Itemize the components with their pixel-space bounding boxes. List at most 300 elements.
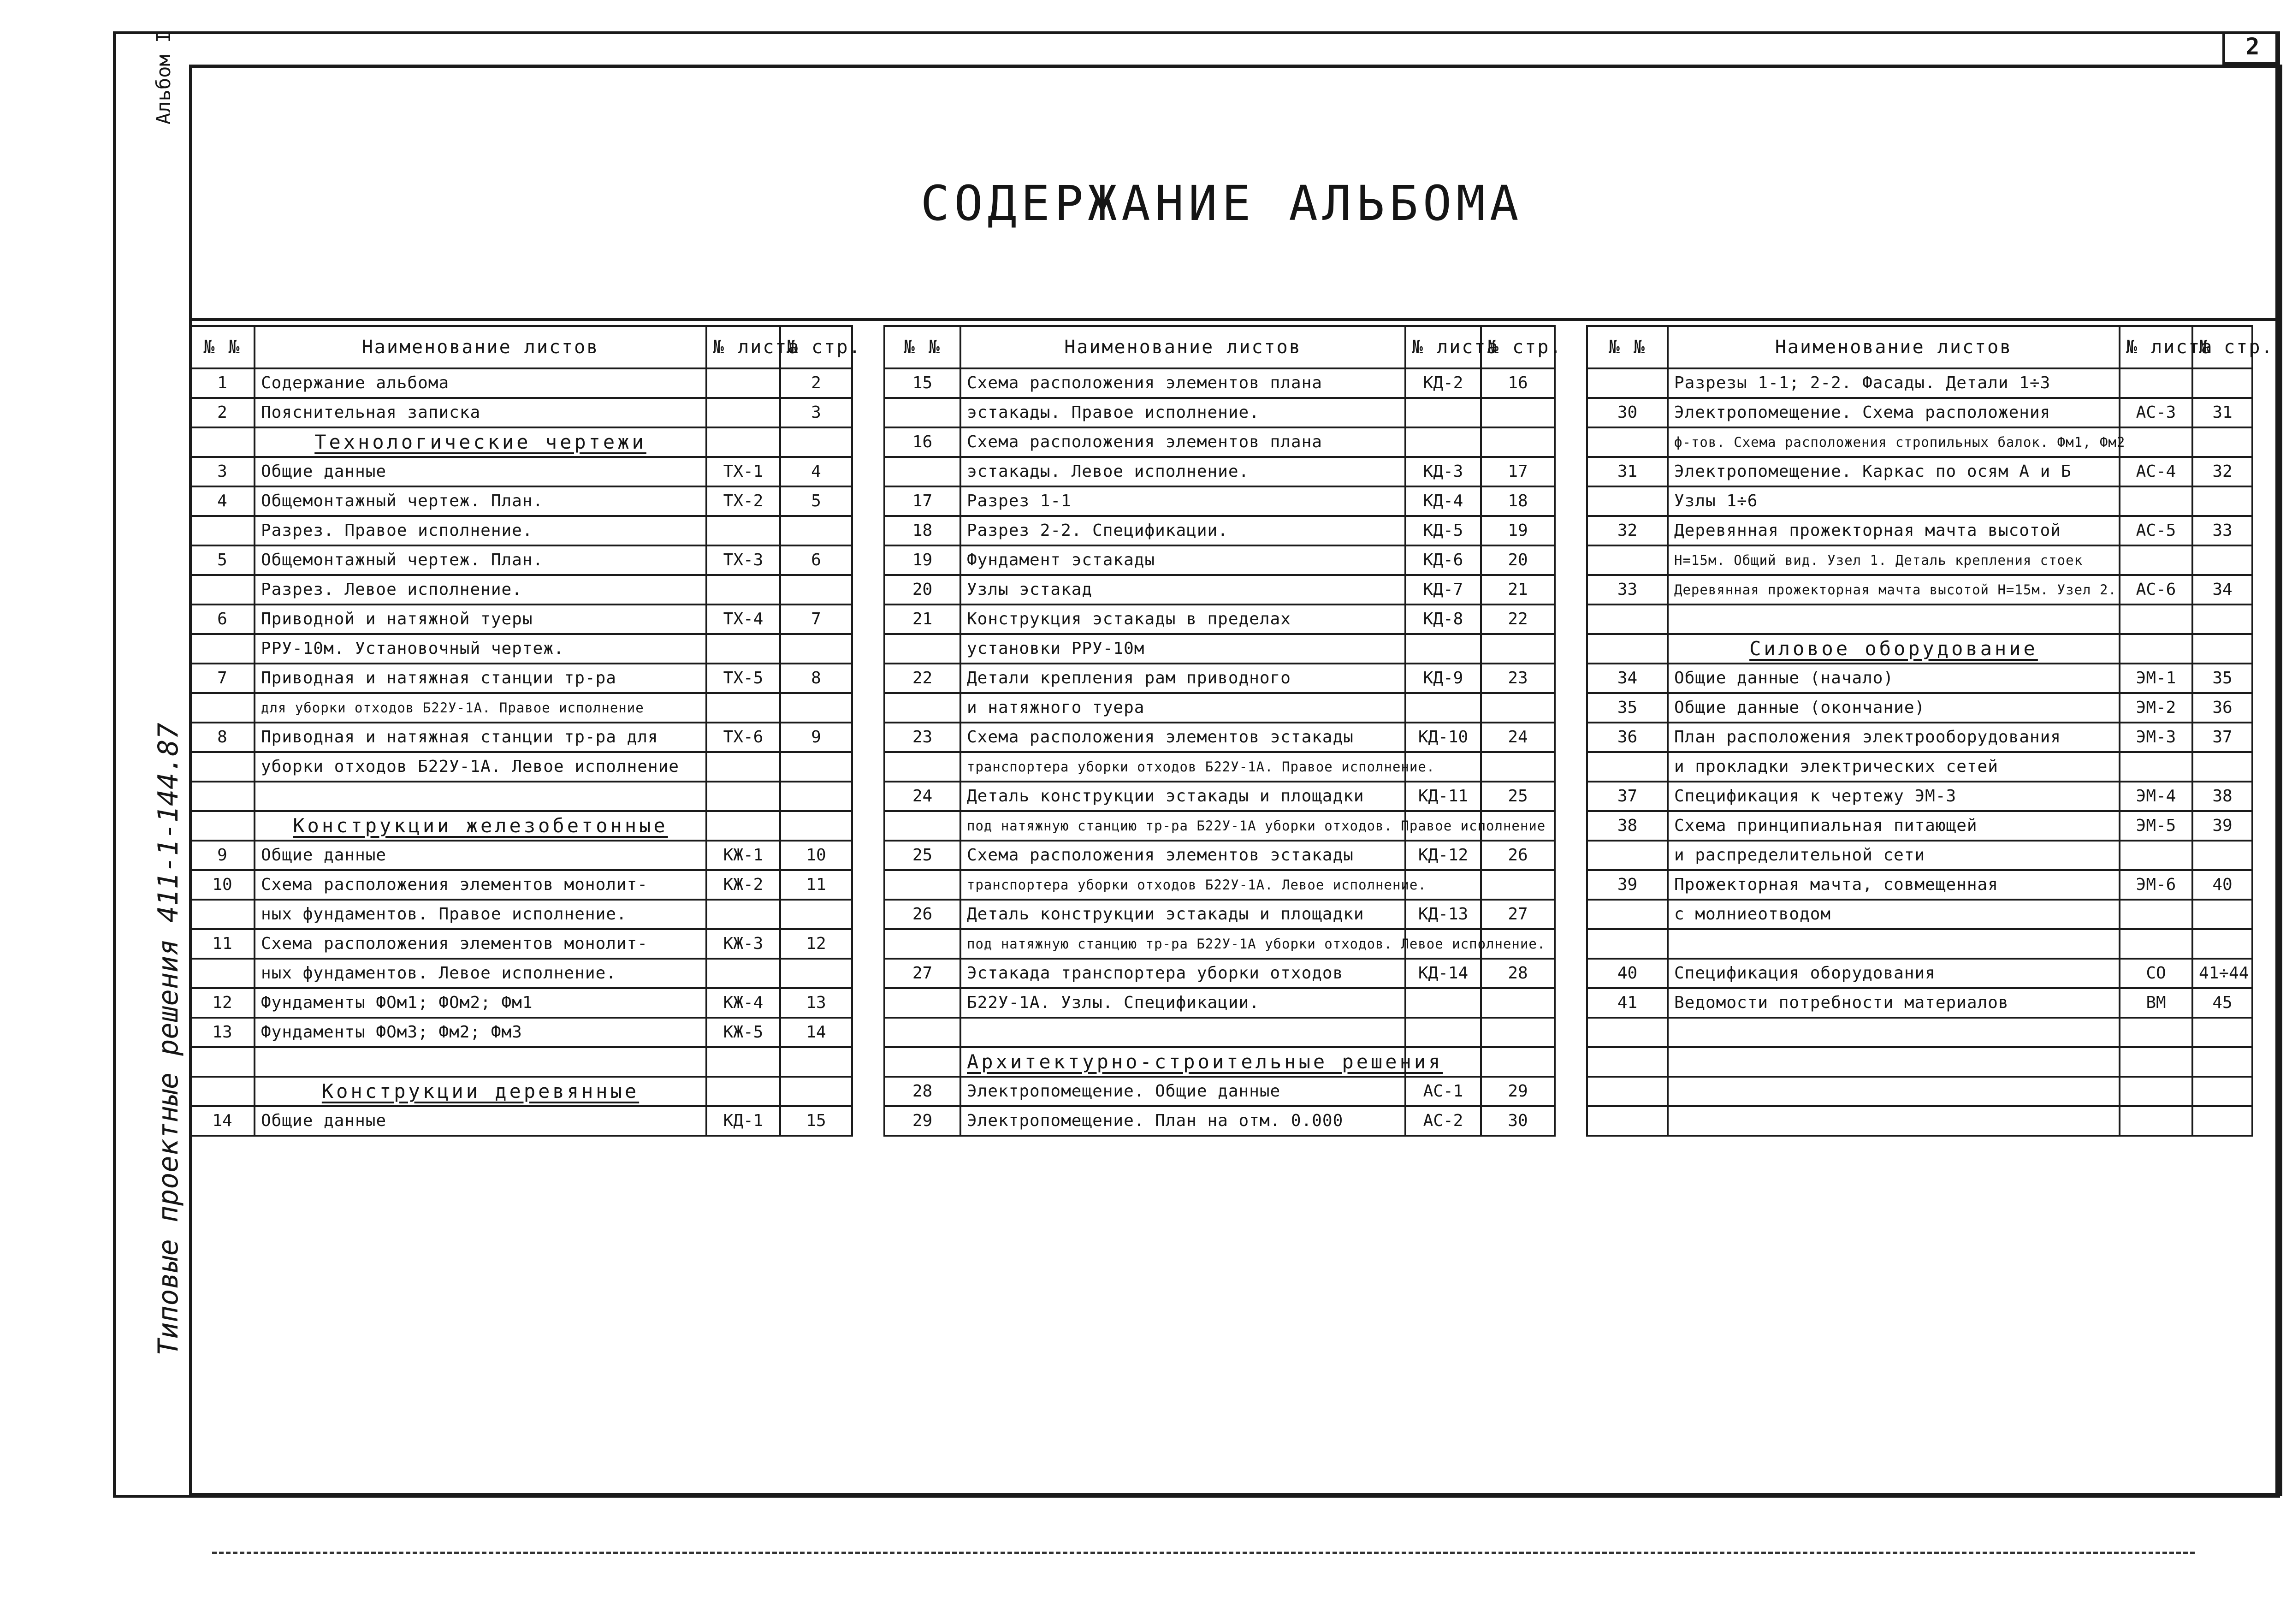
page-number-cell: 17 bbox=[1481, 457, 1555, 486]
page-number-cell: 22 bbox=[1481, 605, 1555, 634]
page-number-cell: 34 bbox=[2192, 575, 2252, 605]
sheet-name-cell bbox=[960, 1018, 1405, 1047]
page-number-cell bbox=[2192, 1077, 2252, 1106]
sheet-index-cell: 13 bbox=[190, 1018, 255, 1047]
sheet-mark-cell: ТХ-4 bbox=[706, 605, 780, 634]
table-row bbox=[190, 516, 852, 545]
table-row bbox=[1587, 841, 2252, 870]
page-number-cell: 30 bbox=[1481, 1106, 1555, 1136]
table-row bbox=[190, 486, 852, 516]
sheet-name-cell: Фундаменты ФОм1; ФОм2; Фм1 bbox=[255, 988, 706, 1018]
table-row bbox=[190, 605, 852, 634]
sheet-name-cell: Эстакада транспортера уборки отходов bbox=[960, 959, 1405, 988]
sheet-mark-cell bbox=[2120, 752, 2192, 782]
table-row bbox=[190, 664, 852, 693]
table-row bbox=[190, 723, 852, 752]
page-number-cell: 45 bbox=[2192, 988, 2252, 1018]
table-row bbox=[884, 811, 1555, 841]
page-number-cell: 41÷44 bbox=[2192, 959, 2252, 988]
series-label: Типовые проектные решения 411-1-144.87 bbox=[152, 723, 184, 1356]
sheet-mark-cell bbox=[706, 398, 780, 427]
sheet-name-cell: и распределительной сети bbox=[1668, 841, 2120, 870]
sheet-index-cell: 15 bbox=[884, 368, 960, 398]
sheet-name-cell: Общие данные bbox=[255, 457, 706, 486]
table-row bbox=[1587, 723, 2252, 752]
sheet-index-cell bbox=[884, 1018, 960, 1047]
sheet-name-cell: Спецификация оборудования bbox=[1668, 959, 2120, 988]
sheet-name-cell: Приводная и натяжная станции тр-ра для bbox=[255, 723, 706, 752]
page-number-cell bbox=[1481, 1047, 1555, 1077]
page-number-cell bbox=[2192, 605, 2252, 634]
sheet-index-cell: 11 bbox=[190, 929, 255, 959]
table-row bbox=[884, 368, 1555, 398]
sheet-index-cell bbox=[190, 634, 255, 664]
sheet-index-cell: 20 bbox=[884, 575, 960, 605]
sheet-mark-cell: КД-2 bbox=[1405, 368, 1481, 398]
table-row bbox=[884, 870, 1555, 900]
page-number: 2 bbox=[2222, 31, 2280, 65]
sheet-index-cell: 19 bbox=[884, 545, 960, 575]
col-name-header: Наименование листов bbox=[255, 326, 706, 368]
sheet-name-cell: Схема расположения элементов монолит- bbox=[255, 870, 706, 900]
table-row bbox=[190, 1018, 852, 1047]
table-row bbox=[884, 634, 1555, 664]
sheet-mark-cell: КД-7 bbox=[1405, 575, 1481, 605]
sheet-index-cell bbox=[884, 870, 960, 900]
sheet-index-cell: 6 bbox=[190, 605, 255, 634]
sheet-index-cell bbox=[190, 1047, 255, 1077]
sheet-mark-cell bbox=[706, 959, 780, 988]
sheet-mark-cell: ЭМ-2 bbox=[2120, 693, 2192, 723]
sheet-name-cell: Силовое оборудование bbox=[1668, 634, 2120, 664]
table-row bbox=[1587, 398, 2252, 427]
sheet-index-cell bbox=[1587, 1077, 1668, 1106]
sheet-name-cell: Разрезы 1-1; 2-2. Фасады. Детали 1÷3 bbox=[1668, 368, 2120, 398]
page-number-cell: 18 bbox=[1481, 486, 1555, 516]
page-number-cell: 25 bbox=[1481, 782, 1555, 811]
page-number-cell bbox=[1481, 870, 1555, 900]
sheet-index-cell bbox=[1587, 545, 1668, 575]
sheet-index-cell bbox=[1587, 634, 1668, 664]
table-row bbox=[190, 575, 852, 605]
sheet-index-cell: 9 bbox=[190, 841, 255, 870]
sheet-index-cell bbox=[884, 457, 960, 486]
sheet-index-cell bbox=[1587, 605, 1668, 634]
sheet-name-cell: Схема расположения элементов эстакады bbox=[960, 841, 1405, 870]
sheet-mark-cell bbox=[706, 693, 780, 723]
sheet-name-cell: Разрез. Правое исполнение. bbox=[255, 516, 706, 545]
page-number-cell: 8 bbox=[780, 664, 852, 693]
page-number-cell: 2 bbox=[780, 368, 852, 398]
table-row bbox=[1587, 486, 2252, 516]
page-number-cell bbox=[780, 516, 852, 545]
sheet-name-cell bbox=[1668, 1047, 2120, 1077]
page-number-cell bbox=[780, 693, 852, 723]
page-number-cell bbox=[1481, 427, 1555, 457]
sheet-mark-cell: КЖ-2 bbox=[706, 870, 780, 900]
sheet-mark-cell bbox=[1405, 1018, 1481, 1047]
col-page-header: № стр. bbox=[1481, 326, 1555, 368]
page-number-cell: 3 bbox=[780, 398, 852, 427]
sheet-index-cell: 4 bbox=[190, 486, 255, 516]
sheet-index-cell bbox=[884, 752, 960, 782]
sheet-mark-cell bbox=[706, 900, 780, 929]
sheet-index-cell: 35 bbox=[1587, 693, 1668, 723]
table-row bbox=[884, 723, 1555, 752]
sheet-mark-cell: КЖ-1 bbox=[706, 841, 780, 870]
table-row bbox=[190, 1106, 852, 1136]
sheet-name-cell: Схема расположения элементов плана bbox=[960, 368, 1405, 398]
page-number-cell bbox=[1481, 398, 1555, 427]
sheet-index-cell: 1 bbox=[190, 368, 255, 398]
page-number-cell bbox=[780, 900, 852, 929]
sheet-name-cell: Схема расположения элементов эстакады bbox=[960, 723, 1405, 752]
sheet-index-cell: 29 bbox=[884, 1106, 960, 1136]
sheet-index-cell bbox=[1587, 752, 1668, 782]
sheet-name-cell: Приводная и натяжная станции тр-ра bbox=[255, 664, 706, 693]
page-number-cell: 9 bbox=[780, 723, 852, 752]
sheet-mark-cell: ТХ-2 bbox=[706, 486, 780, 516]
page-number-cell bbox=[780, 811, 852, 841]
sheet-index-cell: 12 bbox=[190, 988, 255, 1018]
page-number-cell bbox=[780, 1077, 852, 1106]
table-row bbox=[1587, 900, 2252, 929]
sheet-index-cell bbox=[884, 398, 960, 427]
page-number-cell bbox=[2192, 1047, 2252, 1077]
table-row bbox=[884, 398, 1555, 427]
sheet-index-cell bbox=[1587, 368, 1668, 398]
table-row bbox=[190, 1047, 852, 1077]
page-number-cell bbox=[780, 1047, 852, 1077]
sheet-mark-cell: ЭМ-6 bbox=[2120, 870, 2192, 900]
table-row bbox=[190, 900, 852, 929]
table-row bbox=[884, 988, 1555, 1018]
sheet-name-cell: Общемонтажный чертеж. План. bbox=[255, 486, 706, 516]
page-number-cell bbox=[1481, 634, 1555, 664]
sheet-index-cell bbox=[884, 693, 960, 723]
page-number-cell: 7 bbox=[780, 605, 852, 634]
sheet-name-cell: Архитектурно-строительные решения bbox=[960, 1047, 1405, 1077]
table-row bbox=[884, 427, 1555, 457]
sheet-mark-cell: АС-1 bbox=[1405, 1077, 1481, 1106]
table-row bbox=[884, 457, 1555, 486]
sheet-name-cell bbox=[255, 1047, 706, 1077]
page-number-cell: 36 bbox=[2192, 693, 2252, 723]
sheet-mark-cell bbox=[2120, 1047, 2192, 1077]
sheet-mark-cell bbox=[2120, 427, 2192, 457]
table-row bbox=[884, 545, 1555, 575]
sheet-name-cell: и натяжного туера bbox=[960, 693, 1405, 723]
page-number-cell: 10 bbox=[780, 841, 852, 870]
sheet-mark-cell bbox=[2120, 929, 2192, 959]
sheet-name-cell: Деревянная прожекторная мачта высотой Н=15м. Узел 2. bbox=[1668, 575, 2120, 605]
sheet-name-cell: ных фундаментов. Правое исполнение. bbox=[255, 900, 706, 929]
page-number-cell bbox=[780, 575, 852, 605]
sheet-index-cell bbox=[190, 575, 255, 605]
page-number-cell: 28 bbox=[1481, 959, 1555, 988]
table-row bbox=[884, 693, 1555, 723]
section-header-row bbox=[190, 1077, 852, 1106]
sheet-index-cell bbox=[190, 516, 255, 545]
sheet-mark-cell bbox=[2120, 841, 2192, 870]
sheet-mark-cell bbox=[706, 516, 780, 545]
table-row bbox=[884, 1077, 1555, 1106]
table-row bbox=[1587, 575, 2252, 605]
sheet-index-cell bbox=[190, 900, 255, 929]
table-row bbox=[884, 486, 1555, 516]
sheet-name-cell: уборки отходов Б22У-1А. Левое исполнение bbox=[255, 752, 706, 782]
sheet-mark-cell: КЖ-3 bbox=[706, 929, 780, 959]
sheet-index-cell: 8 bbox=[190, 723, 255, 752]
sheet-mark-cell: ЭМ-4 bbox=[2120, 782, 2192, 811]
sheet-mark-cell: КД-11 bbox=[1405, 782, 1481, 811]
sheet-mark-cell bbox=[706, 1077, 780, 1106]
sheet-mark-cell: КД-8 bbox=[1405, 605, 1481, 634]
sheet-index-cell bbox=[190, 693, 255, 723]
page-number-cell bbox=[2192, 900, 2252, 929]
col-num-header: № № bbox=[1587, 326, 1668, 368]
page-number-cell: 29 bbox=[1481, 1077, 1555, 1106]
sheet-name-cell bbox=[1668, 1077, 2120, 1106]
page-number-cell: 4 bbox=[780, 457, 852, 486]
sheet-name-cell: Б22У-1А. Узлы. Спецификации. bbox=[960, 988, 1405, 1018]
table-row bbox=[884, 1018, 1555, 1047]
table-row bbox=[884, 900, 1555, 929]
page-number-cell: 33 bbox=[2192, 516, 2252, 545]
sheet-mark-cell bbox=[706, 368, 780, 398]
table-row bbox=[1587, 870, 2252, 900]
table-row bbox=[1587, 368, 2252, 398]
album-label: Альбом I bbox=[152, 31, 175, 124]
sheet-mark-cell bbox=[706, 811, 780, 841]
sheet-index-cell bbox=[884, 634, 960, 664]
section-header-row bbox=[190, 811, 852, 841]
sheet-mark-cell: ТХ-3 bbox=[706, 545, 780, 575]
table-row bbox=[884, 605, 1555, 634]
table-row bbox=[1587, 929, 2252, 959]
sheet-index-cell: 32 bbox=[1587, 516, 1668, 545]
table-row bbox=[884, 841, 1555, 870]
sheet-name-cell: Технологические чертежи bbox=[255, 427, 706, 457]
table-row bbox=[884, 959, 1555, 988]
table-row bbox=[1587, 1077, 2252, 1106]
table-row bbox=[884, 1106, 1555, 1136]
sheet-name-cell: для уборки отходов Б22У-1А. Правое исполнение bbox=[255, 693, 706, 723]
sheet-index-cell: 28 bbox=[884, 1077, 960, 1106]
col-page-header: № стр. bbox=[780, 326, 852, 368]
sheet-mark-cell bbox=[1405, 693, 1481, 723]
table-row bbox=[1587, 664, 2252, 693]
sheet-index-cell: 5 bbox=[190, 545, 255, 575]
table-row bbox=[1587, 811, 2252, 841]
table-row bbox=[884, 664, 1555, 693]
page-title: СОДЕРЖАНИЕ АЛЬБОМА bbox=[920, 175, 1523, 231]
table-row bbox=[1587, 1018, 2252, 1047]
col-sheet-header: № листа bbox=[706, 326, 780, 368]
sheet-mark-cell: ТХ-6 bbox=[706, 723, 780, 752]
page-number-cell: 27 bbox=[1481, 900, 1555, 929]
table-row bbox=[190, 988, 852, 1018]
table-row bbox=[190, 457, 852, 486]
sheet-index-cell: 21 bbox=[884, 605, 960, 634]
table-row bbox=[1587, 959, 2252, 988]
table-row bbox=[1587, 752, 2252, 782]
page-number-cell: 24 bbox=[1481, 723, 1555, 752]
sheet-name-cell: Схема расположения элементов плана bbox=[960, 427, 1405, 457]
sheet-name-cell: Деталь конструкции эстакады и площадки bbox=[960, 900, 1405, 929]
sheet-mark-cell: ВМ bbox=[2120, 988, 2192, 1018]
sheet-index-cell: 36 bbox=[1587, 723, 1668, 752]
sheet-name-cell: Общие данные bbox=[255, 1106, 706, 1136]
page-number-cell: 13 bbox=[780, 988, 852, 1018]
sheet-mark-cell bbox=[2120, 486, 2192, 516]
sheet-name-cell: Общие данные (окончание) bbox=[1668, 693, 2120, 723]
table-row bbox=[190, 693, 852, 723]
sheet-name-cell: Конструкции железобетонные bbox=[255, 811, 706, 841]
sheet-name-cell: Фундаменты ФОм3; Фм2; Фм3 bbox=[255, 1018, 706, 1047]
page-number-cell bbox=[2192, 368, 2252, 398]
bottom-dashed-line bbox=[212, 1552, 2195, 1554]
page-number-cell: 5 bbox=[780, 486, 852, 516]
sheet-name-cell: Электропомещение. План на отм. 0.000 bbox=[960, 1106, 1405, 1136]
col-sheet-header: № листа bbox=[1405, 326, 1481, 368]
sheet-mark-cell: АС-4 bbox=[2120, 457, 2192, 486]
col-name-header: Наименование листов bbox=[960, 326, 1405, 368]
page-number-cell: 32 bbox=[2192, 457, 2252, 486]
sheet-index-cell: 37 bbox=[1587, 782, 1668, 811]
page-number-cell: 35 bbox=[2192, 664, 2252, 693]
sheet-name-cell: Разрез 2-2. Спецификации. bbox=[960, 516, 1405, 545]
sheet-name-cell: Деревянная прожекторная мачта высотой bbox=[1668, 516, 2120, 545]
page-number-cell: 40 bbox=[2192, 870, 2252, 900]
page-number-cell bbox=[2192, 1018, 2252, 1047]
sheet-mark-cell: КД-12 bbox=[1405, 841, 1481, 870]
sheet-name-cell: Фундамент эстакады bbox=[960, 545, 1405, 575]
sheet-index-cell: 33 bbox=[1587, 575, 1668, 605]
page-number-cell bbox=[780, 634, 852, 664]
table-row bbox=[1587, 545, 2252, 575]
sheet-mark-cell: КЖ-4 bbox=[706, 988, 780, 1018]
page-number-cell bbox=[1481, 693, 1555, 723]
page-number-cell: 12 bbox=[780, 929, 852, 959]
table-row bbox=[884, 752, 1555, 782]
page-number-cell bbox=[1481, 988, 1555, 1018]
sheet-name-cell: Электропомещение. Схема расположения bbox=[1668, 398, 2120, 427]
table-row bbox=[1587, 1106, 2252, 1136]
sheet-index-cell: 3 bbox=[190, 457, 255, 486]
sheet-index-cell: 26 bbox=[884, 900, 960, 929]
sheet-name-cell: Содержание альбома bbox=[255, 368, 706, 398]
sheet-index-cell: 41 bbox=[1587, 988, 1668, 1018]
contents-table-3 bbox=[1586, 325, 2274, 1137]
sheet-mark-cell bbox=[706, 427, 780, 457]
sheet-index-cell bbox=[1587, 486, 1668, 516]
table-row bbox=[884, 782, 1555, 811]
table-row bbox=[190, 841, 852, 870]
table-row bbox=[190, 368, 852, 398]
sheet-name-cell: эстакады. Левое исполнение. bbox=[960, 457, 1405, 486]
sheet-mark-cell: АС-3 bbox=[2120, 398, 2192, 427]
sheet-name-cell: РРУ-10м. Установочный чертеж. bbox=[255, 634, 706, 664]
sheet-mark-cell bbox=[1405, 398, 1481, 427]
sheet-index-cell: 30 bbox=[1587, 398, 1668, 427]
sheet-name-cell: Электропомещение. Каркас по осям А и Б bbox=[1668, 457, 2120, 486]
sheet-index-cell bbox=[884, 811, 960, 841]
sheet-mark-cell: КД-14 bbox=[1405, 959, 1481, 988]
sheet-name-cell: Разрез 1-1 bbox=[960, 486, 1405, 516]
page-number-cell bbox=[780, 959, 852, 988]
table-row bbox=[1587, 605, 2252, 634]
sheet-name-cell: транспортера уборки отходов Б22У-1А. Левое исполнение. bbox=[960, 870, 1405, 900]
sheet-index-cell bbox=[1587, 929, 1668, 959]
table-row bbox=[884, 575, 1555, 605]
sheet-mark-cell: КД-6 bbox=[1405, 545, 1481, 575]
sheet-mark-cell: КД-4 bbox=[1405, 486, 1481, 516]
sheet-index-cell bbox=[1587, 1106, 1668, 1136]
sheet-index-cell bbox=[884, 1047, 960, 1077]
sheet-name-cell: ф-тов. Схема расположения стропильных балок. Фм1, Фм2 bbox=[1668, 427, 2120, 457]
page-number-cell bbox=[1481, 752, 1555, 782]
table-row bbox=[1587, 988, 2252, 1018]
sheet-name-cell: План расположения электрооборудования bbox=[1668, 723, 2120, 752]
sheet-mark-cell bbox=[2120, 1018, 2192, 1047]
sheet-mark-cell bbox=[2120, 1077, 2192, 1106]
sheet-index-cell bbox=[1587, 1047, 1668, 1077]
sheet-index-cell bbox=[1587, 841, 1668, 870]
table-row bbox=[190, 398, 852, 427]
sheet-index-cell: 14 bbox=[190, 1106, 255, 1136]
sheet-name-cell: Спецификация к чертежу ЭМ-3 bbox=[1668, 782, 2120, 811]
sheet-index-cell: 31 bbox=[1587, 457, 1668, 486]
sheet-mark-cell: КД-5 bbox=[1405, 516, 1481, 545]
sheet-mark-cell bbox=[1405, 634, 1481, 664]
sheet-name-cell: Схема расположения элементов монолит- bbox=[255, 929, 706, 959]
sheet-mark-cell: ТХ-1 bbox=[706, 457, 780, 486]
sheet-mark-cell bbox=[1405, 988, 1481, 1018]
sheet-mark-cell bbox=[706, 752, 780, 782]
section-header-row bbox=[190, 427, 852, 457]
sheet-name-cell: Общемонтажный чертеж. План. bbox=[255, 545, 706, 575]
table-row bbox=[190, 545, 852, 575]
sheet-index-cell bbox=[1587, 1018, 1668, 1047]
title-separator bbox=[189, 318, 2282, 321]
sheet-mark-cell bbox=[706, 634, 780, 664]
sheet-mark-cell: КД-1 bbox=[706, 1106, 780, 1136]
page-number-cell bbox=[2192, 427, 2252, 457]
table-row bbox=[1587, 782, 2252, 811]
table-row bbox=[884, 516, 1555, 545]
page-number-cell: 21 bbox=[1481, 575, 1555, 605]
sheet-name-cell bbox=[255, 782, 706, 811]
sheet-index-cell: 24 bbox=[884, 782, 960, 811]
sheet-mark-cell: АС-6 bbox=[2120, 575, 2192, 605]
sheet-name-cell: Электропомещение. Общие данные bbox=[960, 1077, 1405, 1106]
sheet-index-cell: 25 bbox=[884, 841, 960, 870]
sheet-index-cell: 17 bbox=[884, 486, 960, 516]
page-number-cell bbox=[2192, 841, 2252, 870]
table-row bbox=[1587, 427, 2252, 457]
sheet-index-cell bbox=[1587, 427, 1668, 457]
sheet-name-cell: Пояснительная записка bbox=[255, 398, 706, 427]
sheet-index-cell: 27 bbox=[884, 959, 960, 988]
section-header-row bbox=[1587, 634, 2252, 664]
sheet-index-cell: 16 bbox=[884, 427, 960, 457]
table-row bbox=[1587, 1047, 2252, 1077]
page-number-cell: 31 bbox=[2192, 398, 2252, 427]
sheet-index-cell: 7 bbox=[190, 664, 255, 693]
sheet-name-cell: под натяжную станцию тр-ра Б22У-1А уборки отходов. Правое исполнение bbox=[960, 811, 1405, 841]
sheet-mark-cell: КЖ-5 bbox=[706, 1018, 780, 1047]
